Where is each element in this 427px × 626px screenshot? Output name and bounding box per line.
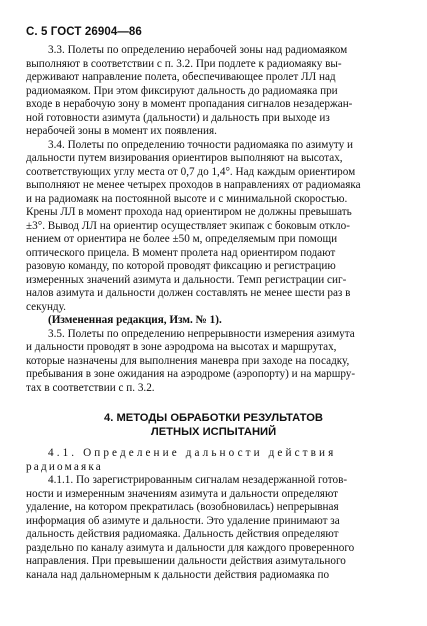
paragraph-3-5: 3.5. Полеты по определению непрерывности измерения азимута и дальности проводят в зоне аэродрома на высотах и маршрутах, которые назначены для выполнения маневра при заходе на посадку, пребывания в зоне ожидания на аэродроме (аэропорту) и на маршру- тах в соответствии с п. 3.2.	[26, 327, 356, 394]
paragraph-3-3: 3.3. Полеты по определению нерабочей зоны над радиомаяком выполняют в соответствии с п. 3.2. При подлете к радиомаяку вы- держивают направление полета, обеспечивающее пролет ЛЛ над радиомаяком. При этом фиксируют дальность до радиомаяка при входе в нерабочую зону в момент пропадания сигналов незадержан- ной готовности азимута (дальности) и дальность при выходе из нерабочей зоны в момент их появления.	[26, 44, 353, 137]
subsection-4-1-heading-cont: радиомаяка	[26, 460, 103, 473]
edition-note: (Измененная редакция, Изм. № 1).	[48, 314, 222, 326]
page-header: С. 5 ГОСТ 26904—86	[26, 26, 142, 38]
section-4-title: 4. МЕТОДЫ ОБРАБОТКИ РЕЗУЛЬТАТОВ ЛЕТНЫХ ИСПЫТАНИЙ	[104, 412, 323, 438]
paragraph-3-4: 3.4. Полеты по определению точности радиомаяка по азимуту и дальности путем визирования ориентиров выполняют на высотах, соответствующих углу места от 0,7 до 1,4°. Над каждым ориентиром выполняют не менее четырех проходов в направлениях от радиомаяка и на радиомаяк на постоянной высоте и с минимальной скоростью. Крены ЛЛ в момент прохода над ориентиром не должны превышать ±3°. Вывод ЛЛ на ориентир осуществляет экипаж с боковым откло- нением от ориентира не более ±50 м, определяемым при помощи оптического прицела. В момент пролета над ориентиром подают разовую команду, по которой проводят фиксацию и регистрацию измеренных значений азимута и дальности. Темп регистрации сиг- налов азимута и дальности должен составлять не менее шести раз в секунду.	[26, 138, 361, 313]
paragraph-4-1-1: 4.1.1. По зарегистрированным сигналам незадержанной готов- ности и измеренным значениям азимута и дальности определяют удаление, на котором прекратилась (возобновилась) непрерывная информация об азимуте и дальности. Это удаление принимают за дальность действия радиомаяка. Дальность действия определяют раздельно по каналу азимута и дальности для каждого проверенного направления. При превышении дальности действия азимутального канала над дальномерным к дальности действия радиомаяка по	[26, 474, 355, 581]
subsection-4-1-heading: 4.1. Определение дальности действия	[48, 447, 337, 459]
